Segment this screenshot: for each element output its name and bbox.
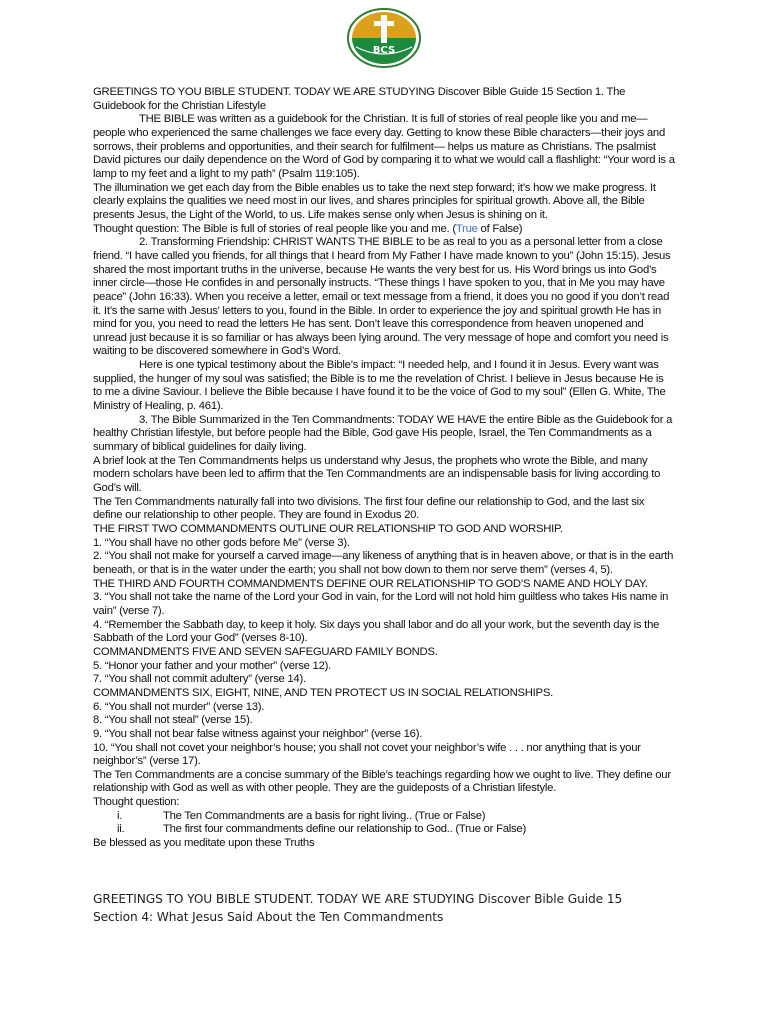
logo-text: BCS (372, 45, 396, 56)
list-number: i. (117, 809, 123, 822)
section-3-paragraph: 3. The Bible Summarized in the Ten Commandments: TODAY WE HAVE the entire Bible as the Guidebook for a healthy Christian lifestyle, but before people had the Bible, God gave His people, Israel, the Ten Commandments as a summary of biblical guidelines for daily living. (93, 413, 673, 454)
list-text: The Ten Commandments are a basis for right living.. (True or False) (163, 809, 486, 822)
list-item (93, 810, 675, 824)
next-heading-line-2: Section 4: What Jesus Said About the Ten Commandments (93, 910, 444, 924)
commandment-7: 7. “You shall not commit adultery” (verse 14). (93, 673, 306, 686)
group-heading-1: THE FIRST TWO COMMANDMENTS OUTLINE OUR RELATIONSHIP TO GOD AND WORSHIP. (93, 523, 563, 535)
document-body (93, 86, 675, 851)
intro-heading: GREETINGS TO YOU BIBLE STUDENT. TODAY WE ARE STUDYING Discover Bible Guide 15 Section 1. The Guidebook for the Christian Lifestyle (93, 86, 626, 112)
next-heading-line-1: GREETINGS TO YOU BIBLE STUDENT. TODAY WE ARE STUDYING Discover Bible Guide 15 (93, 892, 623, 906)
commandment-6: 6. “You shall not murder” (verse 13). (93, 700, 265, 713)
commandment-1: 1. “You shall have no other gods before Me” (verse 3). (93, 536, 350, 549)
thought-question-heading: Thought question: (93, 796, 180, 809)
group-heading-4: COMMANDMENTS SIX, EIGHT, NINE, AND TEN PROTECT US IN SOCIAL RELATIONSHIPS. (93, 686, 554, 699)
commandment-9: 9. “You shall not bear false witness against your neighbor” (verse 16). (93, 727, 423, 740)
commandment-4: 4. “Remember the Sabbath day, to keep it holy. Six days you shall labor and do all your work, but the seventh day is the Sabbath of the Lord your God” (verses 8-10). (93, 618, 660, 645)
summary-paragraph: The Ten Commandments are a concise summary of the Bible’s teachings regarding how we ought to live. They define our relationship with God as well as with other people. They are the guideposts of a Christian lifestyle. (93, 768, 671, 795)
list-text: The first four commandments define our relationship to God.. (True or False) (163, 823, 526, 836)
closing-line: Be blessed as you meditate upon these Truths (93, 837, 315, 850)
section-2-paragraph: 2. Transforming Friendship: CHRIST WANTS THE BIBLE to be as real to you as a personal letter from a close friend. “I have called you friends, for all things that I heard from My Father I have made known to you” (John 15:15). Jesus shared the most important truths in the universe, because He wants the very best for us. His Word brings us into God’s inner circle—those He confides in and personally instructs. “These things I have spoken to you, that in Me you may have peace” (John 16:33). When you receive a letter, email or text message from a friend, it does you no good if you don’t read it. It’s the same with Jesus' letters to you, found in the Bible. In order to experience the joy and spiritual growth He has in mind for you, you need to read the letters He has sent. Don’t leave this correspondence from heaven unopened and unread just because it is so familiar or has always been lying around. The very message of hope and comfort you need is waiting to be discovered somewhere in God’s Word. (93, 236, 671, 358)
cross-icon (381, 15, 387, 43)
commandment-2: 2. “You shall not make for yourself a carved image—any likeness of anything that is in heaven above, or that is in the earth beneath, or that is in the water under the earth; you shall not bow down to them nor serve them” (verses 4, 5). (93, 550, 674, 576)
illumination-paragraph: The illumination we get each day from the Bible enables us to take the next step forward; it’s how we make progress. It clearly explains the qualities we need most in our lives, and shares principles for spiritual growth. Above all, the Bible presents Jesus, the Light of the World, to us. Life makes sense only when Jesus is shining on it. (93, 181, 656, 221)
next-section-heading (93, 890, 693, 926)
commandment-5: 5. “Honor your father and your mother” (verse 12). (93, 659, 332, 672)
divisions-paragraph: The Ten Commandments naturally fall into two divisions. The first four define our relationship to God, and the last six define our relationship to other people. They are found in Exodus 20. (93, 495, 645, 522)
list-number: ii. (117, 823, 125, 836)
brief-look-paragraph: A brief look at the Ten Commandments helps us understand why Jesus, the prophets who wrote the Bible, and many modern scholars have been led to affirm that the Ten Commandments are an indispensable basis for living according to God’s will. (93, 454, 661, 495)
true-answer: True (455, 222, 478, 235)
commandment-3: 3. “You shall not take the name of the Lord your God in vain, for the Lord will not hold him guiltless who takes His name in vain” (verse 7). (93, 591, 669, 617)
section-1-paragraph: THE BIBLE was written as a guidebook for the Christian. It is full of stories of real people like you and me—people who experienced the same challenges we face every day. Getting to know these Bible characters—their joys and sorrows, their problems and opportunities, and their search for fulfilment— helps us mature as Christians. The psalmist David pictures our daily dependence on the Word of God by comparing it to what we would call a flashlight: “Your word is a lamp to my feet and a light to my path” (Psalm 119:105). (93, 113, 675, 180)
list-item (93, 823, 675, 837)
commandment-10: 10. “You shall not covet your neighbor’s house; you shall not covet your neighbor’s wife . . . nor anything that is your neighbor’s” (verse 17). (93, 741, 641, 768)
group-heading-2: THE THIRD AND FOURTH COMMANDMENTS DEFINE OUR RELATIONSHIP TO GOD’S NAME AND HOLY DAY. (93, 577, 648, 590)
testimony-paragraph: Here is one typical testimony about the Bible’s impact: “I needed help, and I found it in Jesus. Every want was supplied, the hunger of my soul was satisfied; the Bible is to me the revelation of Christ. I believe in Jesus because He is to me a divine Saviour. I believe the Bible because I have found it to be the voice of God to my soul” (Ellen G. White, The Ministry of Healing, p. 461). (93, 359, 666, 413)
thought-question-1: Thought question: The Bible is full of stories of real people like you and me. (True of False) (93, 222, 523, 235)
bcs-logo (346, 7, 422, 69)
commandment-8: 8. “You shall not steal” (verse 15). (93, 714, 253, 727)
group-heading-3: COMMANDMENTS FIVE AND SEVEN SAFEGUARD FAMILY BONDS. (93, 645, 438, 658)
